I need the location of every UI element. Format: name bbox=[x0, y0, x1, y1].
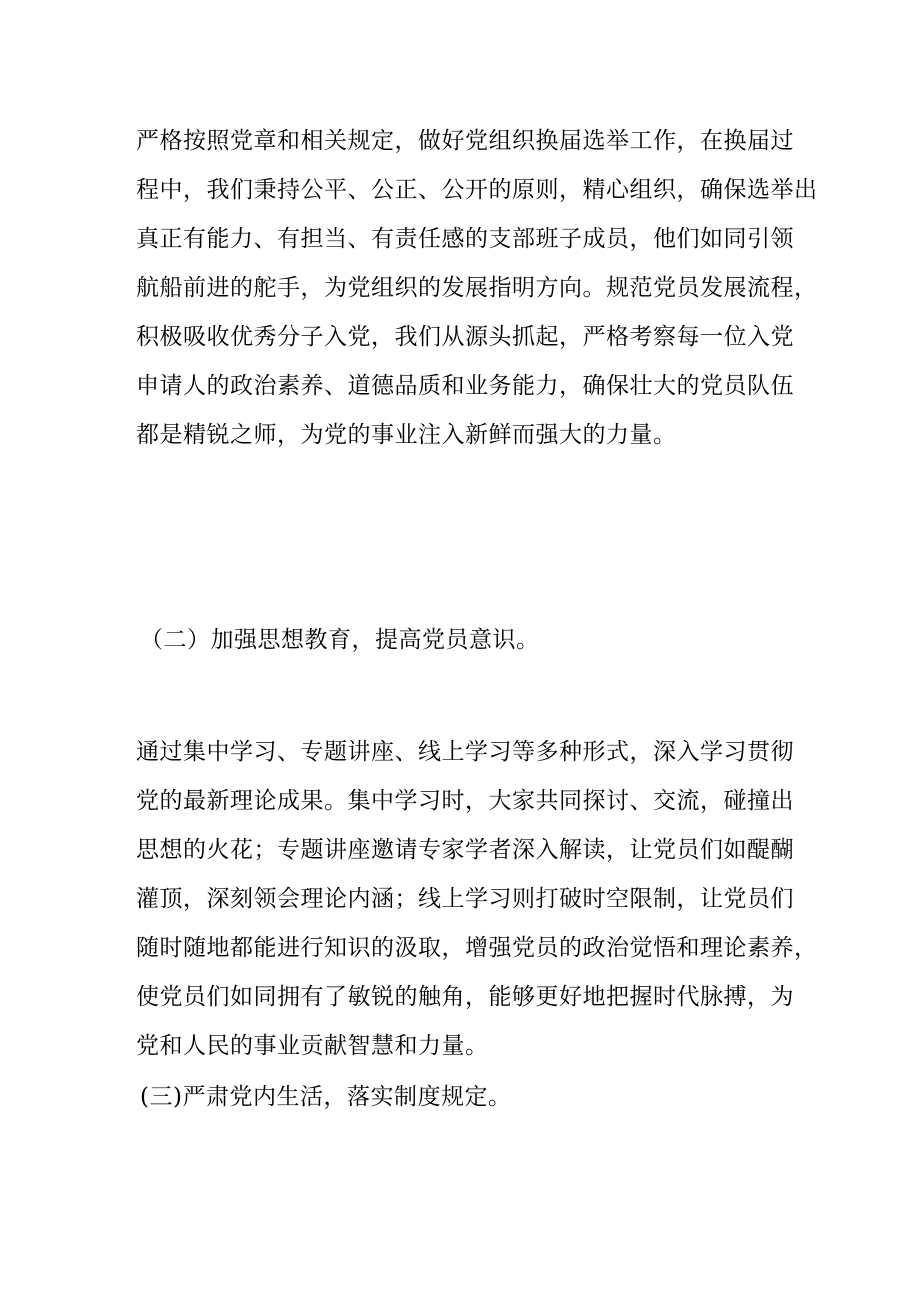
section-heading-3: (三)严肃党内生活，落实制度规定。 bbox=[140, 1084, 512, 1110]
text-line: 程中，我们秉持公平、公正、公开的原则，精心组织，确保选举出 bbox=[136, 177, 818, 203]
text-line: 真正有能力、有担当、有责任感的支部班子成员，他们如同引领 bbox=[136, 226, 794, 252]
text-line: 思想的火花；专题讲座邀请专家学者深入解读，让党员们如醍醐 bbox=[136, 837, 794, 863]
text-line: 灌顶，深刻领会理论内涵；线上学习则打破时空限制，让党员们 bbox=[136, 886, 794, 912]
text-line: 申请人的政治素养、道德品质和业务能力，确保壮大的党员队伍 bbox=[136, 373, 794, 399]
text-line: 党的最新理论成果。集中学习时，大家共同探讨、交流，碰撞出 bbox=[136, 788, 794, 814]
section-heading-2: （二）加强思想教育，提高党员意识。 bbox=[140, 627, 540, 653]
text-line: 都是精锐之师，为党的事业注入新鲜而强大的力量。 bbox=[136, 422, 677, 448]
text-line: 积极吸收优秀分子入党，我们从源头抓起，严格考察每一位入党 bbox=[136, 324, 794, 350]
text-line: 使党员们如同拥有了敏锐的触角，能够更好地把握时代脉搏，为 bbox=[136, 984, 794, 1010]
text-line: 随时随地都能进行知识的汲取，增强党员的政治觉悟和理论素养， bbox=[136, 935, 818, 961]
text-line: 严格按照党章和相关规定，做好党组织换届选举工作，在换届过 bbox=[136, 128, 794, 154]
text-line: 通过集中学习、专题讲座、线上学习等多种形式，深入学习贯彻 bbox=[136, 739, 794, 765]
text-line: 航船前进的舵手，为党组织的发展指明方向。规范党员发展流程， bbox=[136, 275, 818, 301]
paragraph-party-election bbox=[136, 117, 818, 460]
text-line: 党和人民的事业贡献智慧和力量。 bbox=[136, 1033, 489, 1059]
paragraph-ideological-education bbox=[136, 728, 818, 1071]
